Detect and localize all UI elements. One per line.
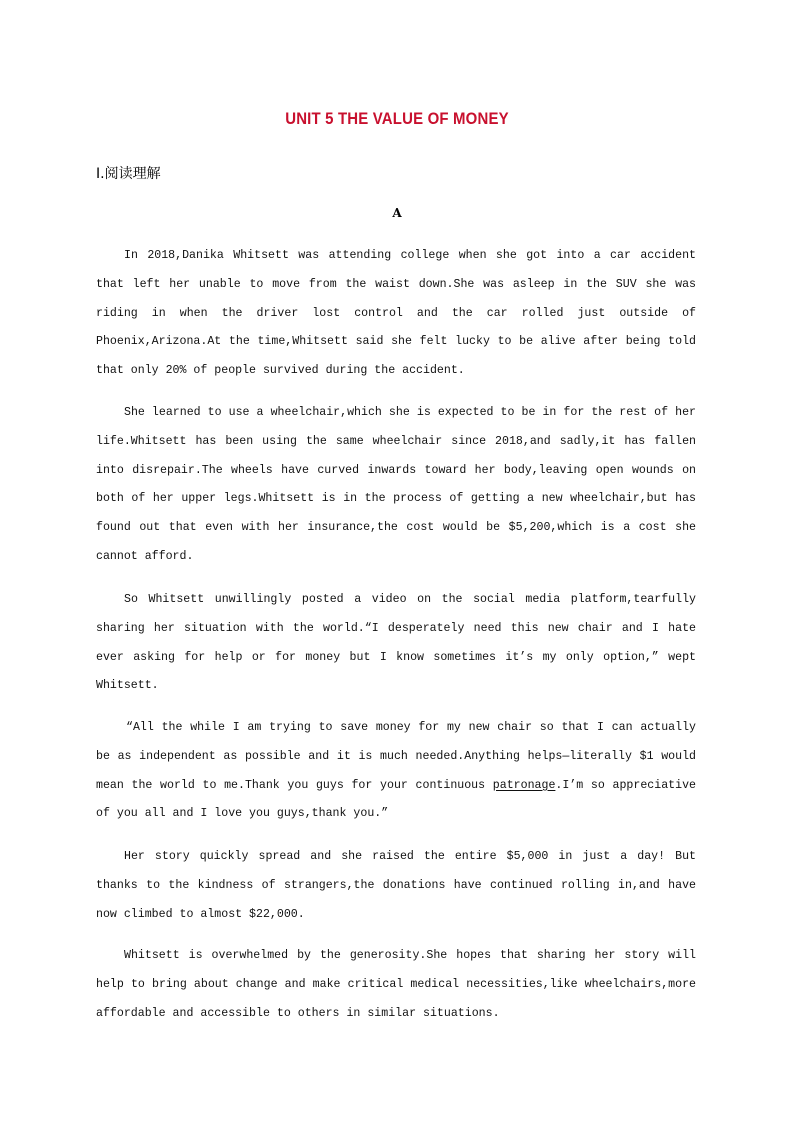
unit-title: UNIT 5 THE VALUE OF MONEY: [285, 109, 509, 128]
paragraph-6: Whitsett is overwhelmed by the generosity.She hopes that sharing her story will help to bring about change and make critical medical necessities,like wheelchairs,more affordable and accessible to others in similar situations.: [96, 949, 696, 1020]
underlined-word: patronage: [492, 778, 556, 792]
section-heading: Ⅰ.阅读理解: [96, 166, 161, 182]
passage-label: A: [392, 206, 402, 220]
paragraph-2: She learned to use a wheelchair,which she is expected to be in for the rest of her life.Whitsett has been using the same wheelchair since 2018,and sadly,it has fallen into disrepair.The wheels have curved inwards toward her body,leaving open wounds on both of her upper legs.Whitsett is in the process of getting a new wheelchair,but has found out that even with her insurance,the cost would be $5,200,which is a cost she cannot afford.: [96, 406, 696, 563]
paragraph-1: In 2018,Danika Whitsett was attending college when she got into a car accident that left her unable to move from the waist down.She was asleep in the SUV she was riding in when the driver lost control and the car rolled just outside of Phoenix,Arizona.At the time,Whitsett said she felt lucky to be alive after being told that only 20% of people survived during the accident.: [96, 249, 696, 378]
paragraph-4: [96, 714, 696, 829]
paragraph-4-text-end: .I’m so appreciative of you all and I love you guys,thank you.”: [96, 778, 696, 821]
paragraph-3: So Whitsett unwillingly posted a video on the social media platform,tearfully sharing her situation with the world.“I desperately need this new chair and I hate ever asking for help or for money but I know sometimes it’s my only option,” wept Whitsett.: [96, 593, 696, 693]
paragraph-5: Her story quickly spread and she raised the entire $5,000 in just a day! But thanks to the kindness of strangers,the donations have continued rolling in,and have now climbed to almost $22,000.: [96, 850, 696, 921]
paragraph-4-text-start: “All the while I am trying to save money for my new chair so that I can actually be as independent as possible and it is much needed.Anything helps—literally $1 would mean the world to me.Thank you guys for your continuous: [96, 721, 696, 792]
